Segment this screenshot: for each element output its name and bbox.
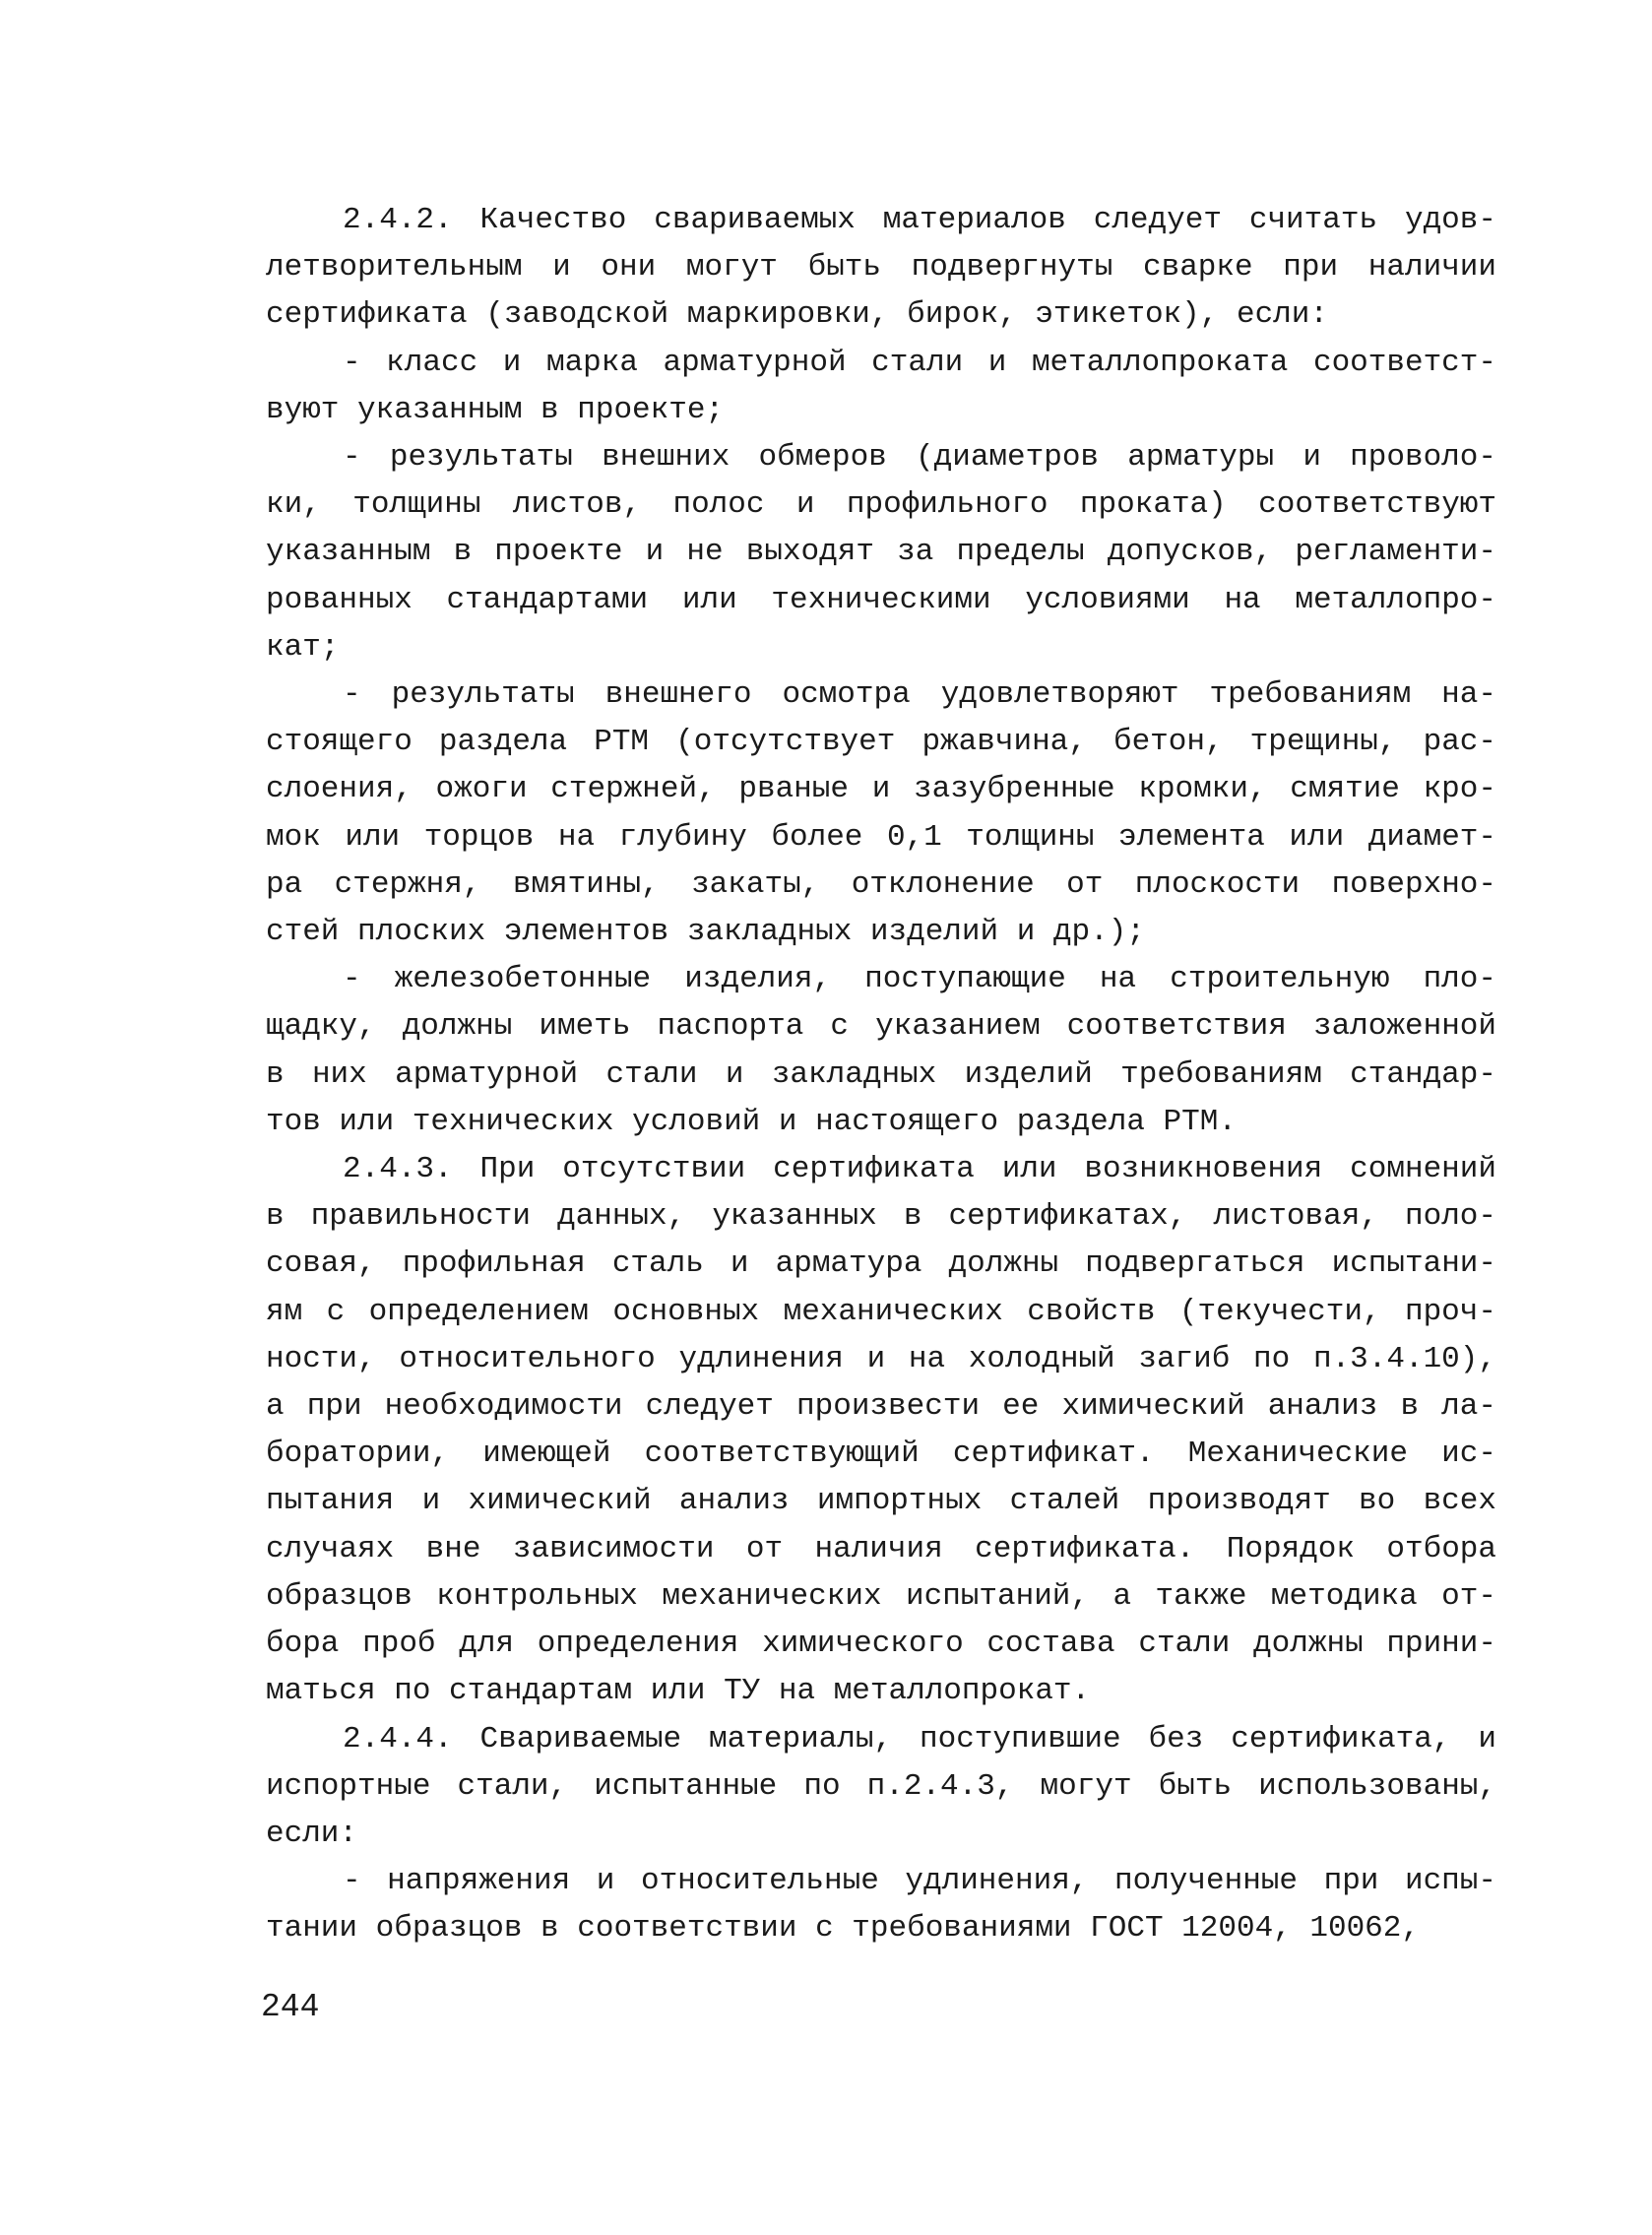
text-line: слоения, ожоги стержней, рваные и зазубренные кромки, смятие кро- bbox=[266, 772, 1496, 807]
text-line: стей плоских элементов закладных изделий и др.); bbox=[266, 915, 1145, 950]
paragraph-item-1 bbox=[266, 340, 1496, 434]
text-line: 2.4.3. При отсутствии сертификата или возникновения сомнений bbox=[343, 1152, 1496, 1187]
paragraph-item-3 bbox=[266, 671, 1496, 956]
text-line: пытания и химический анализ импортных сталей производят во всех bbox=[266, 1484, 1496, 1519]
text-line: щадку, должны иметь паспорта с указанием соответствия заложенной bbox=[266, 1009, 1496, 1045]
paragraph-item-5 bbox=[266, 1858, 1496, 1952]
document-body bbox=[266, 197, 1496, 1953]
text-line: бора проб для определения химического состава стали должны прини- bbox=[266, 1627, 1496, 1662]
text-line: сертификата (заводской маркировки, бирок, этикеток), если: bbox=[266, 297, 1328, 333]
text-line: боратории, имеющей соответствующий сертификат. Механические ис- bbox=[266, 1437, 1496, 1472]
text-line: в правильности данных, указанных в сертификатах, листовая, поло- bbox=[266, 1199, 1496, 1235]
text-line: случаях вне зависимости от наличия сертификата. Порядок отбора bbox=[266, 1531, 1496, 1566]
paragraph-item-4 bbox=[266, 956, 1496, 1146]
text-line: ности, относительного удлинения и на холодный загиб по п.3.4.10), bbox=[266, 1341, 1496, 1376]
text-line: - железобетонные изделия, поступающие на строительную пло- bbox=[343, 962, 1496, 997]
text-line: - результаты внешних обмеров (диаметров арматуры и проволо- bbox=[343, 440, 1496, 476]
text-line: ям с определением основных механических свойств (текучести, проч- bbox=[266, 1294, 1496, 1329]
text-line: тании образцов в соответствии с требованиями ГОСТ 12004, 10062, bbox=[266, 1911, 1420, 1947]
paragraph-p-2-4-4 bbox=[266, 1716, 1496, 1859]
page-number: 244 bbox=[261, 1989, 320, 2025]
paragraph-p-2-4-3 bbox=[266, 1146, 1496, 1715]
text-line: - напряжения и относительные удлинения, полученные при испы- bbox=[343, 1864, 1496, 1899]
paragraph-item-2 bbox=[266, 434, 1496, 671]
text-line: ра стержня, вмятины, закаты, отклонение от плоскости поверхно- bbox=[266, 866, 1496, 902]
text-line: вуют указанным в проекте; bbox=[266, 392, 725, 427]
text-line: 2.4.2. Качество свариваемых материалов следует считать удов- bbox=[343, 203, 1496, 237]
text-line: мок или торцов на глубину более 0,1 толщины элемента или диамет- bbox=[266, 819, 1496, 855]
text-line: образцов контрольных механических испытаний, а также методика от- bbox=[266, 1578, 1496, 1614]
text-line: испортные стали, испытанные по п.2.4.3, могут быть использованы, bbox=[266, 1768, 1496, 1804]
text-line: 2.4.4. Свариваемые материалы, поступившие без сертификата, и bbox=[343, 1721, 1496, 1756]
text-line: рованных стандартами или техническими условиями на металлопро- bbox=[266, 582, 1496, 617]
text-line: - класс и марка арматурной стали и металлопроката соответст- bbox=[343, 345, 1496, 380]
text-line: а при необходимости следует произвести ее химический анализ в ла- bbox=[266, 1389, 1496, 1425]
text-line: указанным в проекте и не выходят за пределы допусков, регламенти- bbox=[266, 535, 1496, 570]
text-line: если: bbox=[266, 1816, 358, 1851]
text-line: тов или технических условий и настоящего раздела РТМ. bbox=[266, 1104, 1237, 1139]
text-line: - результаты внешнего осмотра удовлетворяют требованиям на- bbox=[343, 677, 1496, 713]
text-line: летворительным и они могут быть подвергнуты сварке при наличии bbox=[266, 250, 1496, 286]
text-line: маться по стандартам или ТУ на металлопрокат. bbox=[266, 1674, 1091, 1709]
text-line: ки, толщины листов, полос и профильного проката) соответствуют bbox=[266, 487, 1496, 523]
text-line: в них арматурной стали и закладных изделий требованиям стандар- bbox=[266, 1056, 1496, 1092]
text-line: кат; bbox=[266, 629, 340, 665]
text-line: стоящего раздела РТМ (отсутствует ржавчина, бетон, трещины, рас- bbox=[266, 725, 1496, 760]
text-line: совая, профильная сталь и арматура должны подвергаться испытани- bbox=[266, 1246, 1496, 1282]
paragraph-p-2-4-2 bbox=[266, 197, 1496, 340]
